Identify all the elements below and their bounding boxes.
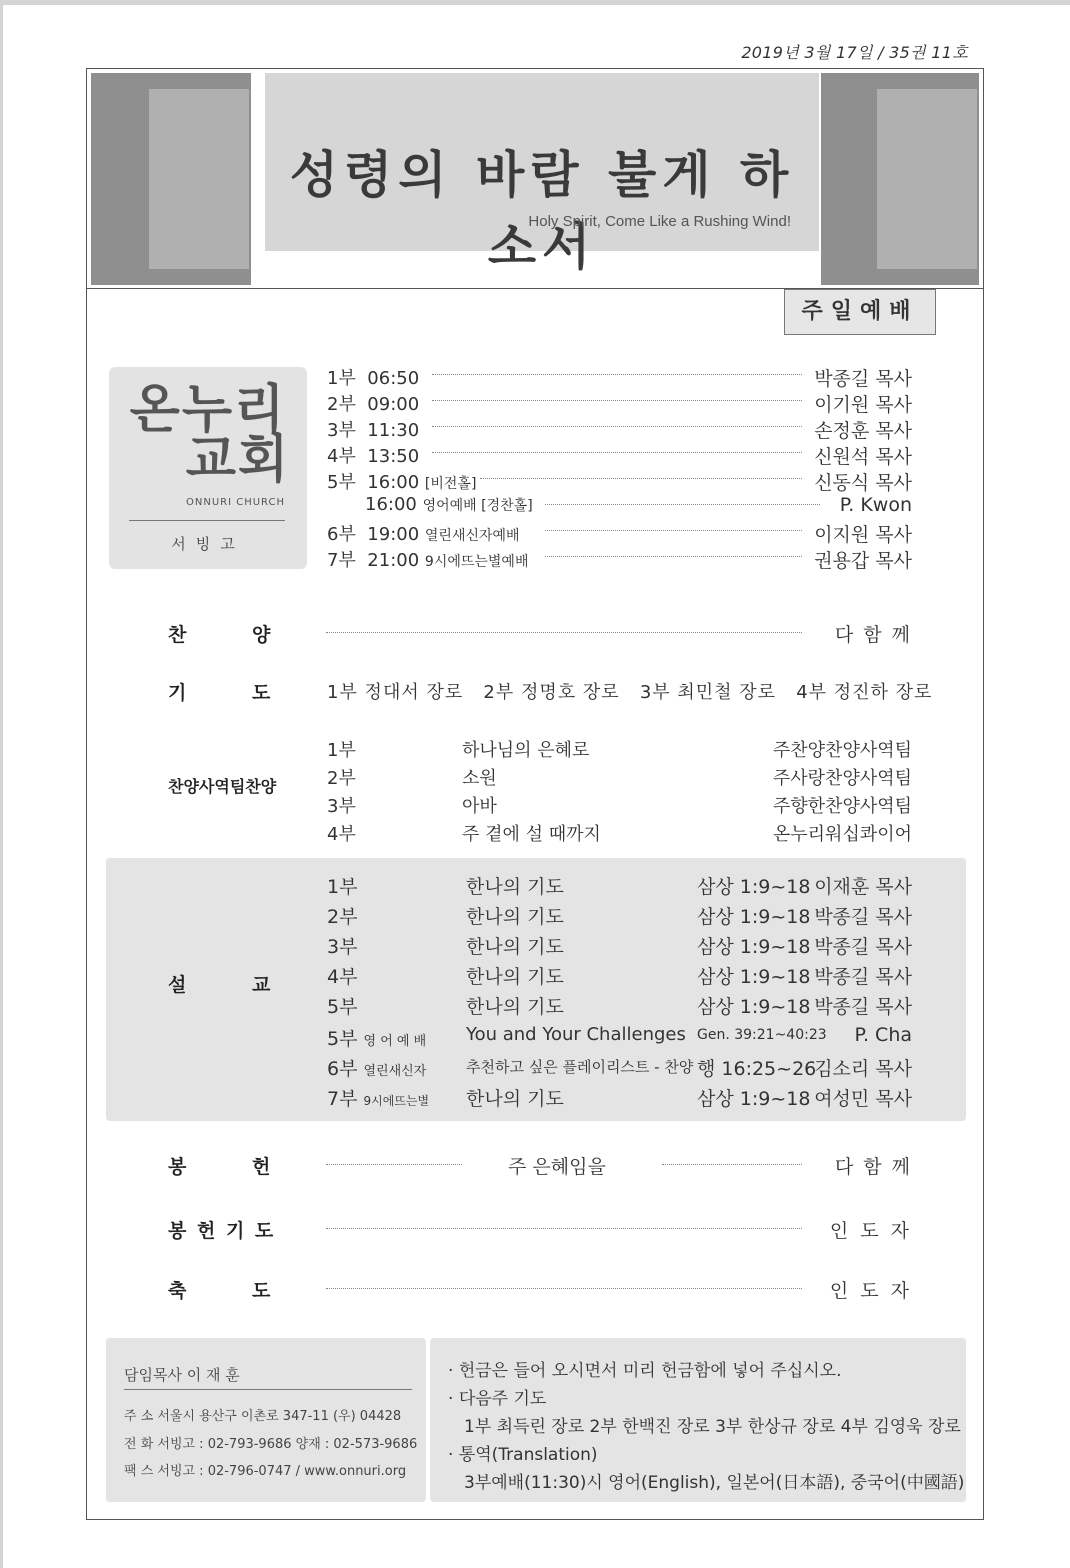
sermon-title: You and Your Challenges [466, 1024, 686, 1045]
benediction-value: 인 도 자 [829, 1280, 912, 1302]
sermon-verse: 삼상 1:9~18 [697, 906, 811, 928]
choir-part: 2부 [327, 768, 356, 789]
notice-offering: · 헌금은 들어 오시면서 미리 헌금함에 넣어 주십시오. [448, 1361, 842, 1381]
sermon-part: 5부 영 어 예 배 [327, 1028, 427, 1050]
sermon-title: 한나의 기도 [466, 1088, 564, 1110]
choir-part: 1부 [327, 740, 356, 761]
prayer-item: 1부 정대서 장로 [327, 682, 464, 703]
offering-label-1: 봉 [168, 1156, 187, 1178]
service-row: 3부 11:30 [327, 420, 420, 441]
sermon-verse: 행 16:25~26 [697, 1058, 817, 1080]
choir-song: 주 곁에 설 때까지 [462, 824, 601, 845]
banner-right-inner [877, 89, 977, 269]
offering-prayer-value: 인 도 자 [829, 1220, 912, 1242]
footer-contact [106, 1338, 426, 1502]
choir-song: 아바 [462, 796, 497, 817]
sermon-title: 한나의 기도 [466, 996, 564, 1018]
service-leader: 손정훈 목사 [814, 420, 912, 442]
logo-campus: 서빙고 [171, 535, 245, 553]
choir-label: 찬양사역팀찬양 [168, 777, 277, 796]
logo-divider [129, 520, 285, 521]
offering-value: 다 함 께 [834, 1156, 912, 1178]
sermon-preacher: 박종길 목사 [814, 966, 912, 988]
service-leader: 박종길 목사 [814, 368, 912, 390]
sermon-preacher: 박종길 목사 [814, 996, 912, 1018]
service-row: 4부 13:50 [327, 446, 420, 467]
sermon-title: 한나의 기도 [466, 966, 564, 988]
leader-dots [545, 530, 802, 531]
notice-translation: · 통역(Translation) [448, 1445, 598, 1465]
sermon-verse: 삼상 1:9~18 [697, 966, 811, 988]
sermon-title: 한나의 기도 [466, 936, 564, 958]
prayer-item: 2부 정명호 장로 [483, 682, 620, 703]
praise-label-2: 양 [252, 624, 271, 646]
leader-dots [432, 452, 802, 453]
sermon-part: 1부 [327, 876, 358, 898]
leader-dots [545, 556, 802, 557]
offering-dots-right [662, 1164, 802, 1165]
prayer-item: 4부 정진하 장로 [796, 682, 933, 703]
issue-date: 2019년 3월 17일 / 35권 11호 [741, 43, 968, 62]
choir-team: 주사랑찬양사역팀 [772, 768, 912, 789]
sermon-title: 추천하고 싶은 플레이리스트 - 찬양 [466, 1058, 694, 1076]
sermon-part: 5부 [327, 996, 358, 1018]
service-leader: P. Kwon [839, 494, 912, 516]
offering-prayer-dots [326, 1228, 802, 1229]
page-edge-top [0, 0, 1070, 5]
banner-left-inner [149, 89, 249, 269]
sermon-title: 한나의 기도 [466, 876, 564, 898]
service-row: 16:00 영어예배 [경찬홀] [365, 494, 533, 515]
sermon-verse: 삼상 1:9~18 [697, 996, 811, 1018]
service-leader: 이기원 목사 [814, 394, 912, 416]
leader-dots [432, 374, 802, 375]
logo-wordmark [109, 380, 307, 490]
church-fax: 팩 스 서빙고 : 02-796-0747 / www.onnuri.org [124, 1464, 407, 1479]
senior-pastor: 담임목사 이 재 훈 [124, 1366, 240, 1384]
praise-dots [326, 632, 802, 633]
sermon-preacher: 박종길 목사 [814, 906, 912, 928]
sermon-preacher: 김소리 목사 [814, 1058, 912, 1080]
benediction-label-1: 축 [168, 1280, 187, 1302]
sermon-preacher: P. Cha [854, 1024, 912, 1046]
logo-english: ONNURI CHURCH [185, 497, 285, 508]
choir-team: 주찬양찬양사역팀 [772, 740, 912, 761]
banner-title: 성령의 바람 불게 하소서 [289, 145, 795, 276]
notice-next-prayer-list: 1부 최득린 장로 2부 한백진 장로 3부 한상규 장로 4부 김영욱 장로 [464, 1417, 961, 1437]
sermon-verse: 삼상 1:9~18 [697, 1088, 811, 1110]
sunday-service-badge: 주일예배 [784, 289, 936, 335]
sermon-title: 한나의 기도 [466, 906, 564, 928]
church-logo [109, 367, 307, 569]
offering-dots-left [326, 1164, 462, 1165]
choir-part: 4부 [327, 824, 356, 845]
praise-label-1: 찬 [168, 624, 187, 646]
leader-dots [545, 504, 820, 505]
leader-dots [432, 400, 802, 401]
offering-prayer-label: 봉 헌 기 도 [168, 1220, 276, 1242]
logo-line-1: 온누리 [129, 380, 287, 440]
choir-team: 온누리워십콰이어 [772, 824, 912, 845]
church-address: 주 소 서울시 용산구 이촌로 347-11 (우) 04428 [124, 1409, 402, 1424]
sermon-part: 2부 [327, 906, 358, 928]
service-leader: 권용갑 목사 [814, 550, 912, 572]
service-leader: 신원석 목사 [814, 446, 912, 468]
sermon-label-2: 교 [252, 974, 271, 996]
benediction-dots [326, 1288, 802, 1289]
praise-value: 다 함 께 [834, 624, 912, 646]
sermon-verse: 삼상 1:9~18 [697, 876, 811, 898]
prayer-label-2: 도 [252, 682, 271, 704]
prayer-item: 3부 최민철 장로 [639, 682, 777, 703]
prayer-list [327, 678, 932, 704]
choir-part: 3부 [327, 796, 356, 817]
page-edge-left [0, 0, 3, 1568]
choir-song: 하나님의 은혜로 [462, 740, 590, 761]
sermon-preacher: 박종길 목사 [814, 936, 912, 958]
service-row: 5부 16:00 [비전홀] [327, 472, 477, 493]
notice-translation-detail: 3부예배(11:30)시 영어(English), 일본어(日本語), 중국어(中國語) [464, 1473, 965, 1493]
choir-team: 주향한찬양사역팀 [772, 796, 912, 817]
banner [87, 69, 983, 289]
leader-dots [432, 426, 802, 427]
leader-dots [480, 478, 802, 479]
notice-next-prayer: · 다음주 기도 [448, 1389, 547, 1409]
church-phone: 전 화 서빙고 : 02-793-9686 양재 : 02-573-9686 [124, 1437, 418, 1452]
choir-song: 소원 [462, 768, 497, 789]
service-row: 6부 19:00 열린새신자예배 [327, 524, 520, 545]
service-leader: 이지원 목사 [814, 524, 912, 546]
sermon-verse: 삼상 1:9~18 [697, 936, 811, 958]
sermon-label-1: 설 [168, 974, 187, 996]
sermon-verse: Gen. 39:21~40:23 [697, 1027, 827, 1043]
footer-notices [430, 1338, 966, 1502]
logo-line-2: 교회 [185, 430, 291, 490]
benediction-label-2: 도 [252, 1280, 271, 1302]
sermon-part: 4부 [327, 966, 358, 988]
sermon-part: 7부 9시에뜨는별 [327, 1088, 430, 1110]
prayer-label-1: 기 [168, 682, 187, 704]
banner-center [265, 73, 819, 276]
service-row: 2부 09:00 [327, 394, 420, 415]
service-leader: 신동식 목사 [814, 472, 912, 494]
offering-song: 주 은혜임을 [508, 1156, 606, 1178]
sermon-part: 3부 [327, 936, 358, 958]
offering-label-2: 헌 [252, 1156, 271, 1178]
footer-divider [124, 1389, 412, 1390]
sermon-part: 6부 열린새신자 [327, 1058, 427, 1080]
sermon-preacher: 이재훈 목사 [814, 876, 912, 898]
service-row: 7부 21:00 9시에뜨는별예배 [327, 550, 529, 571]
sermon-preacher: 여성민 목사 [814, 1088, 912, 1110]
banner-subtitle: Holy Spirit, Come Like a Rushing Wind! [528, 213, 791, 230]
service-row: 1부 06:50 [327, 368, 420, 389]
